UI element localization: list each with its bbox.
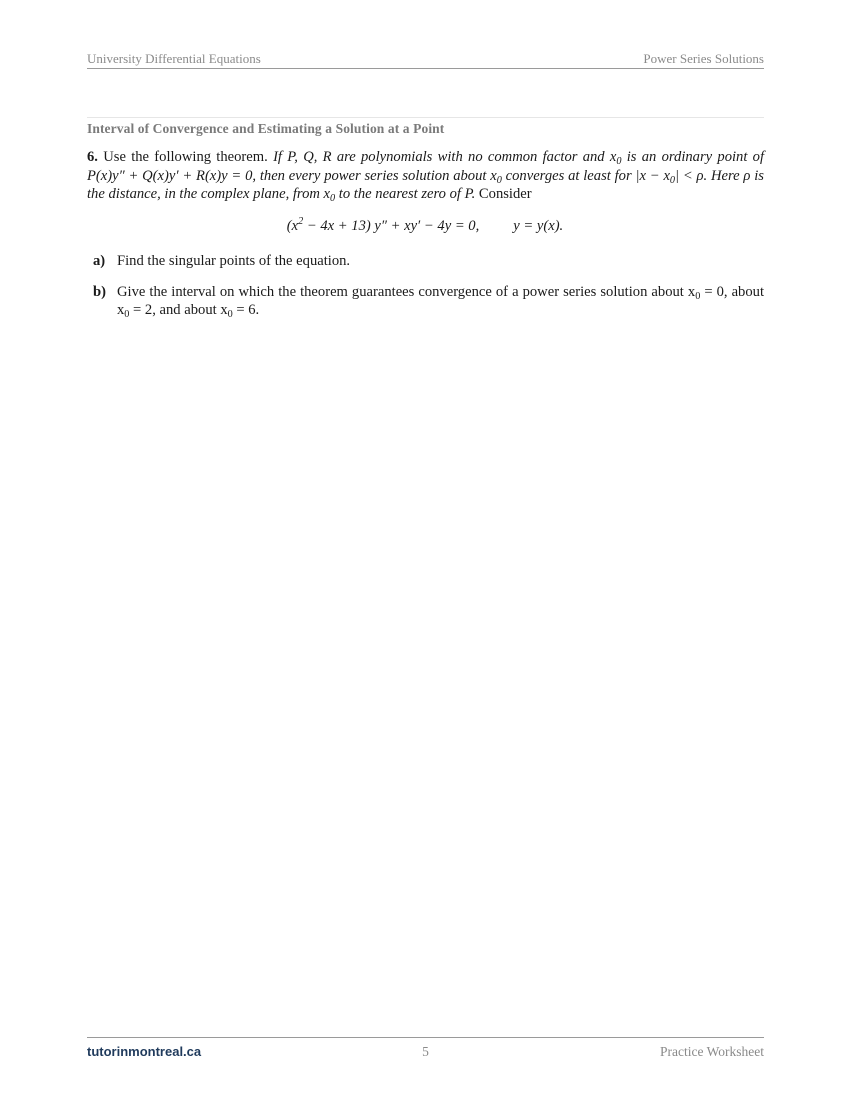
theorem-text: If P, Q, R are polynomials with no common factor and $x_0$ is an ordinary point of P(x)y″ + Q(x)y′ + R(x)y = 0, then every power series solution about $x_0$ converges at least for $|x - x_0| < \rho$. Here ρ is the distance, in the complex plane, from $x_0$ to the nearest zero of P. (87, 149, 765, 204)
section-title: Interval of Convergence and Estimating a Solution at a Point (87, 121, 445, 136)
page-footer (87, 1037, 764, 1062)
problem-statement (87, 148, 764, 204)
problem-parts (87, 252, 764, 332)
section-divider (87, 117, 764, 118)
header-course-title: University Differential Equations (87, 51, 261, 66)
part-a-label: a) (93, 253, 106, 269)
part-a-text: Find the singular points of the equation. (117, 253, 351, 269)
equation-function: y = y(x). (513, 218, 564, 234)
page-header (87, 50, 764, 69)
footer-site-link[interactable]: tutorinmontreal.ca (87, 1044, 202, 1059)
problem-consider: Consider (478, 186, 532, 202)
part-b (87, 283, 764, 320)
footer-page-number: 5 (422, 1044, 429, 1059)
header-topic-title: Power Series Solutions (643, 51, 764, 66)
problem-intro: Use the following theorem. (103, 149, 268, 165)
part-a (87, 252, 764, 271)
display-equation: $(x^2 - 4x + 13) y'' + xy' - 4y = 0$, y = y(x). (286, 216, 564, 234)
part-b-label: b) (93, 283, 106, 300)
problem-number: 6. (87, 149, 98, 165)
part-b-text: Give the interval on which the theorem guarantees convergence of a power series solution about $x_0 = 0$, about $x_0 = 2$, and about $x_0 = 6$. (117, 283, 765, 320)
footer-worksheet-label: Practice Worksheet (660, 1044, 764, 1059)
